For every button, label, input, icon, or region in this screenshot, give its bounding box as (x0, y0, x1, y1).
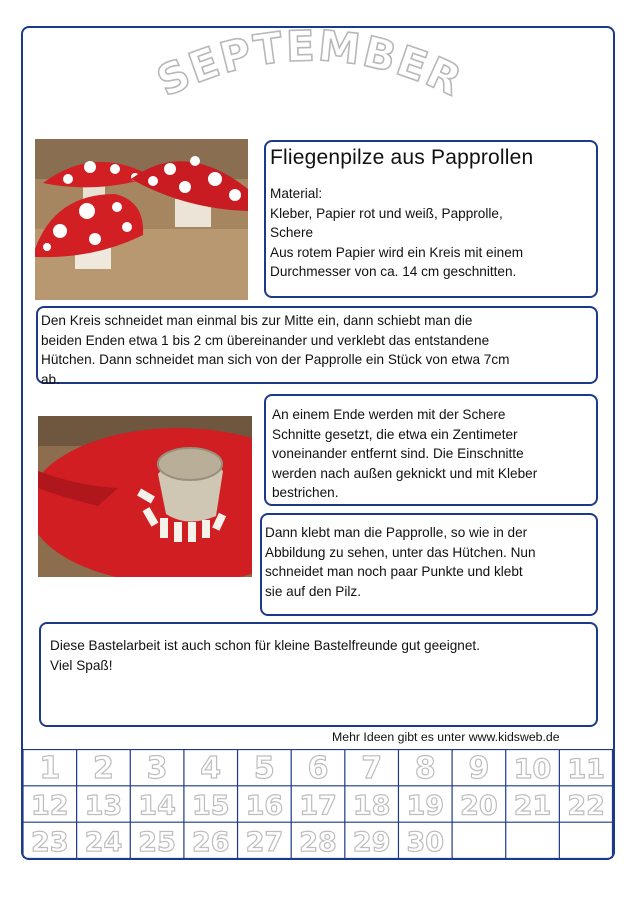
step1-line-2: Durchmesser von ca. 14 cm geschnitten. (270, 264, 517, 279)
month-title (120, 28, 500, 138)
mushroom-photo (35, 139, 248, 300)
calendar-day: 13 (84, 790, 123, 822)
calendar-day: 4 (200, 751, 222, 787)
step2-line-4: ab. (41, 371, 60, 387)
calendar-day: 14 (138, 790, 176, 822)
calendar-day: 11 (567, 754, 605, 786)
calendar-day: 3 (146, 751, 168, 787)
step3-line-3: voneinander entfernt sind. Die Einschnitte (272, 446, 524, 461)
step3-line-5: bestrichen. (272, 485, 339, 500)
calendar-day: 6 (307, 751, 329, 787)
step3-line-4: werden nach außen geknickt und mit Kleber (272, 465, 538, 481)
calendar-day: 29 (352, 826, 391, 858)
calendar-day: 8 (414, 751, 436, 787)
step2-line-1: Den Kreis schneidet man einmal bis zur Mitte ein, dann schiebt man die (41, 313, 473, 328)
note-box (39, 622, 598, 727)
step1-line-1: Aus rotem Papier wird ein Kreis mit einem (270, 244, 524, 260)
calendar-day: 10 (513, 754, 552, 786)
calendar-day: 9 (468, 751, 490, 787)
step4-line-1: Dann klebt man die Papprolle, so wie in der (265, 525, 528, 540)
month-label: SEPTEMBER (149, 28, 471, 107)
calendar-day: 26 (191, 826, 230, 858)
more-ideas-link[interactable]: Mehr Ideen gibt es unter www.kidsweb.de (332, 730, 560, 744)
step4-line-3: schneidet man noch paar Punkte und klebt (265, 564, 523, 579)
step3-line-2: Schnitte gesetzt, die etwa ein Zentimeter (272, 426, 518, 442)
calendar-day: 28 (299, 826, 337, 858)
material-label: Material: (270, 186, 323, 201)
step4-line-4: sie auf den Pilz. (265, 583, 361, 599)
note-line-2: Viel Spaß! (50, 657, 113, 673)
calendar-day: 7 (361, 751, 383, 787)
svg-text:SEPTEMBER (150, 28, 471, 106)
step2-line-2: beiden Enden etwa 1 bis 2 cm übereinander und verklebt das entstandene (41, 332, 490, 348)
calendar-day: 16 (245, 790, 284, 822)
intro-box (264, 140, 598, 298)
calendar-day: 2 (93, 751, 114, 787)
step2-box (36, 306, 598, 387)
calendar-day: 1 (39, 751, 61, 787)
calendar-day: 5 (253, 751, 275, 787)
calendar-day: 23 (31, 826, 69, 858)
note-line-1: Diese Bastelarbeit ist auch schon für kleine Bastelfreunde gut geeignet. (50, 638, 480, 653)
calendar-day: 25 (138, 826, 176, 858)
calendar-day: 27 (245, 826, 284, 858)
material-line-1: Kleber, Papier rot und weiß, Papprolle, (270, 205, 503, 221)
calendar-day: 21 (513, 790, 552, 822)
calendar-grid (23, 749, 613, 858)
calendar-day: 19 (406, 790, 445, 822)
step3-box (264, 394, 598, 506)
calendar-day: 15 (191, 790, 230, 822)
cap-roll-photo (38, 416, 252, 577)
step2-line-3: Hütchen. Dann schneidet man sich von der Papprolle ein Stück von etwa 7cm (41, 352, 510, 367)
calendar-day: 17 (299, 790, 337, 822)
material-line-2: Schere (270, 225, 314, 240)
page-title: Fliegenpilze aus Papprollen (270, 146, 534, 169)
calendar-day: 24 (84, 826, 123, 858)
calendar-day: 20 (460, 790, 498, 822)
calendar-day: 18 (352, 790, 391, 822)
step4-line-2: Abbildung zu sehen, unter das Hütchen. Nun (265, 544, 536, 560)
calendar-day: 12 (31, 790, 69, 822)
calendar-day: 22 (567, 790, 605, 822)
step4-box (260, 513, 598, 616)
calendar-day: 30 (406, 826, 445, 858)
step3-line-1: An einem Ende werden mit der Schere (272, 407, 506, 422)
